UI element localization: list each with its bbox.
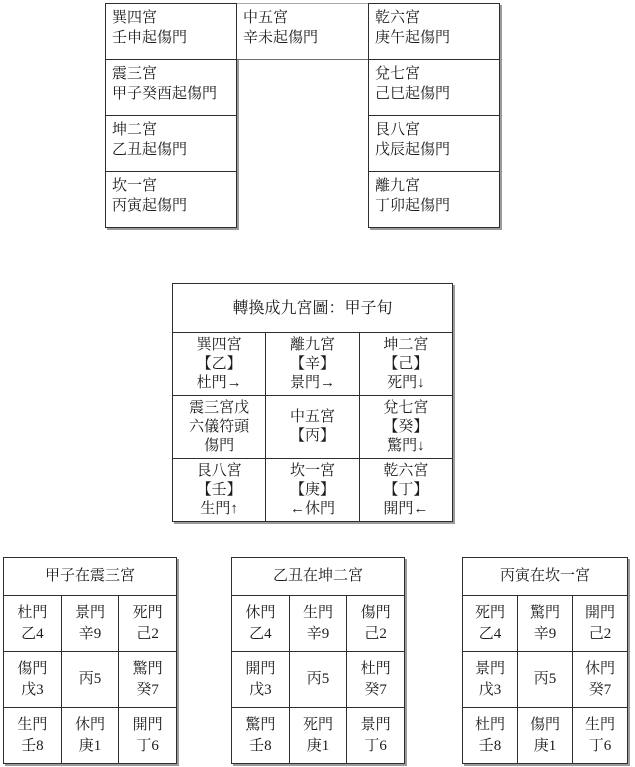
palace-name: 艮八宮 xyxy=(375,122,421,138)
gate-cell xyxy=(518,596,573,652)
gate-arrow-right: → xyxy=(226,374,242,391)
palace-name: 離九宮 xyxy=(375,178,421,194)
nine-palace-grid xyxy=(172,283,453,522)
gate-cell xyxy=(463,596,518,652)
stem-number: 丙5 xyxy=(306,671,330,687)
upper-left-palace-table xyxy=(105,3,237,228)
palace-entry: 庚午起傷門 xyxy=(375,30,451,46)
palace-stem: 【丙】 xyxy=(289,428,335,444)
gate-cell xyxy=(61,708,119,764)
stem-number: 丁6 xyxy=(136,737,159,754)
gate-name: 驚門 xyxy=(529,604,560,621)
palace-name: 坤二宮 xyxy=(383,336,429,353)
palace-name: 乾六宮 xyxy=(383,462,429,479)
gate-line xyxy=(268,500,356,519)
gate-name: 死門 xyxy=(302,716,333,733)
gate-arrow-right: ↓ xyxy=(417,437,425,454)
palace-stem: 【乙】 xyxy=(196,355,242,372)
palace-cell xyxy=(369,60,500,116)
lower-table-bingyin xyxy=(462,557,628,764)
gate-cell xyxy=(232,708,290,764)
gate-line xyxy=(175,374,263,393)
palace-entry: 壬申起傷門 xyxy=(112,30,188,46)
palace-name: 巽四宮 xyxy=(112,10,158,26)
gate-name: 杜門 xyxy=(474,716,505,733)
lower-table-title: 丙寅在坎一宮 xyxy=(463,558,628,596)
gate-line xyxy=(268,374,356,393)
stem-number: 己2 xyxy=(136,625,159,642)
palace-entry: 丁卯起傷門 xyxy=(375,198,451,214)
gate-cell xyxy=(232,652,290,708)
gate-cell xyxy=(573,708,628,764)
gate-arrow-right: ↑ xyxy=(230,500,238,517)
palace-stem: 【庚】 xyxy=(289,481,335,498)
gate-name: 生門 xyxy=(584,716,615,733)
gate-name: 傷門 xyxy=(204,437,235,454)
upper-center-palace-cell xyxy=(237,3,368,60)
gate-name: 休門 xyxy=(304,500,335,517)
gate-cell xyxy=(289,596,347,652)
palace-cell xyxy=(266,459,359,522)
palace-stem: 【壬】 xyxy=(196,481,242,498)
palace-name: 中五宮 xyxy=(289,409,335,425)
stem-number: 庚1 xyxy=(306,737,330,754)
palace-cell xyxy=(173,333,266,396)
palace-entry: 甲子癸酉起傷門 xyxy=(112,86,218,102)
stem-number: 乙4 xyxy=(249,625,272,642)
gate-name: 開門 xyxy=(132,716,163,733)
gate-cell xyxy=(573,596,628,652)
gate-line xyxy=(362,437,450,456)
gate-cell xyxy=(518,708,573,764)
stem-number: 己2 xyxy=(364,625,387,642)
gate-cell xyxy=(347,652,405,708)
stem-number: 壬8 xyxy=(478,737,502,754)
gate-name: 杜門 xyxy=(17,604,48,621)
palace-entry: 乙丑起傷門 xyxy=(112,142,188,158)
palace-stem: 【癸】 xyxy=(383,418,429,435)
gate-name: 生門 xyxy=(200,500,231,517)
palace-cell xyxy=(359,459,452,522)
stem-number: 戊3 xyxy=(249,681,272,698)
gate-cell xyxy=(463,652,518,708)
palace-cell xyxy=(173,396,266,459)
stem-number: 丁6 xyxy=(588,737,612,754)
palace-name: 中五宮 xyxy=(243,10,289,26)
palace-name: 震三宮 xyxy=(112,66,158,82)
gate-name: 死門 xyxy=(387,374,418,391)
gate-line xyxy=(175,437,263,456)
gate-line xyxy=(175,500,263,519)
stem-number: 庚1 xyxy=(78,737,102,754)
gate-cell xyxy=(119,708,177,764)
stem-number: 丙5 xyxy=(533,671,557,687)
palace-cell xyxy=(106,172,237,228)
gate-arrow-right: ← xyxy=(413,500,429,517)
palace-cell xyxy=(173,459,266,522)
gate-name: 杜門 xyxy=(360,660,391,677)
gate-arrow-left: ← xyxy=(289,500,305,517)
palace-cell xyxy=(106,60,237,116)
palace-name: 兌七宮 xyxy=(375,66,421,82)
gate-name: 驚門 xyxy=(387,437,418,454)
stem-number: 戊3 xyxy=(478,681,502,698)
gate-name: 景門 xyxy=(360,716,391,733)
gate-cell xyxy=(119,596,177,652)
palace-cell xyxy=(369,4,500,60)
gate-name: 生門 xyxy=(302,604,333,621)
gate-name: 傷門 xyxy=(17,660,48,677)
gate-name: 景門 xyxy=(474,660,505,677)
gate-name: 死門 xyxy=(132,604,163,621)
palace-entry: 戊辰起傷門 xyxy=(375,142,451,158)
stem-number: 丁6 xyxy=(364,737,387,754)
gate-name: 開門 xyxy=(383,500,414,517)
gate-name: 休門 xyxy=(584,660,615,677)
palace-name: 坤二宮 xyxy=(112,122,158,138)
stem-number: 壬8 xyxy=(21,737,44,754)
stem-number: 壬8 xyxy=(249,737,272,754)
palace-cell xyxy=(266,396,359,459)
gate-name: 驚門 xyxy=(132,660,163,677)
palace-name: 坎一宮 xyxy=(289,462,335,479)
gate-line xyxy=(362,500,450,519)
gate-name: 杜門 xyxy=(196,374,227,391)
upper-right-palace-table xyxy=(368,3,500,228)
gate-name: 開門 xyxy=(245,660,276,677)
palace-cell xyxy=(359,333,452,396)
palace-cell xyxy=(266,333,359,396)
lower-table-yichou xyxy=(231,557,405,764)
gate-cell xyxy=(289,652,347,708)
gate-name: 生門 xyxy=(17,716,48,733)
stem-number: 庚1 xyxy=(533,737,557,754)
gate-cell xyxy=(4,596,62,652)
lower-table-jiazi xyxy=(3,557,177,764)
gate-cell xyxy=(289,708,347,764)
gate-name: 傷門 xyxy=(360,604,391,621)
palace-cell xyxy=(106,116,237,172)
palace-stem: 【己】 xyxy=(383,355,429,372)
gate-line xyxy=(362,374,450,393)
palace-stem: 【丁】 xyxy=(383,481,429,498)
palace-stem: 六儀符頭 xyxy=(189,418,250,435)
palace-name: 乾六宮 xyxy=(375,10,421,26)
stem-number: 己2 xyxy=(588,625,612,642)
gate-name: 死門 xyxy=(474,604,505,621)
stem-number: 乙4 xyxy=(21,625,44,642)
palace-cell xyxy=(106,4,237,60)
gate-name: 傷門 xyxy=(529,716,560,733)
palace-name: 坎一宮 xyxy=(112,178,158,194)
gate-cell xyxy=(61,596,119,652)
palace-entry: 己巳起傷門 xyxy=(375,86,451,102)
palace-cell xyxy=(359,396,452,459)
stem-number: 癸7 xyxy=(364,681,387,698)
palace-cell xyxy=(369,116,500,172)
stem-number: 丙5 xyxy=(78,671,102,687)
palace-name: 艮八宮 xyxy=(196,462,242,479)
gate-name: 景門 xyxy=(289,374,320,391)
gate-name: 景門 xyxy=(74,604,105,621)
gate-arrow-right: ↓ xyxy=(417,374,425,391)
nine-palace-title: 轉換成九宮圖：甲子旬 xyxy=(173,284,453,333)
gate-cell xyxy=(4,652,62,708)
gate-cell xyxy=(61,652,119,708)
palace-entry: 辛未起傷門 xyxy=(243,30,319,46)
palace-name: 巽四宮 xyxy=(196,336,242,353)
stem-number: 癸7 xyxy=(588,681,612,698)
palace-name: 震三宮戊 xyxy=(189,399,250,416)
palace-name: 兌七宮 xyxy=(383,399,429,416)
gate-cell xyxy=(347,596,405,652)
stem-number: 辛9 xyxy=(533,625,557,642)
stem-number: 戊3 xyxy=(21,681,44,698)
gate-name: 開門 xyxy=(584,604,615,621)
gate-cell xyxy=(232,596,290,652)
palace-name: 離九宮 xyxy=(289,336,335,353)
stem-number: 辛9 xyxy=(306,625,330,642)
gate-name: 休門 xyxy=(245,604,276,621)
gate-cell xyxy=(518,652,573,708)
gate-cell xyxy=(4,708,62,764)
palace-cell xyxy=(369,172,500,228)
gate-cell xyxy=(347,708,405,764)
stem-number: 癸7 xyxy=(136,681,159,698)
lower-table-title: 甲子在震三宮 xyxy=(4,558,177,596)
gate-name: 休門 xyxy=(74,716,105,733)
gate-cell xyxy=(119,652,177,708)
stem-number: 辛9 xyxy=(78,625,102,642)
gate-arrow-right: → xyxy=(320,374,335,391)
palace-entry: 丙寅起傷門 xyxy=(112,198,188,214)
gate-name: 驚門 xyxy=(245,716,276,733)
lower-table-title: 乙丑在坤二宮 xyxy=(232,558,405,596)
gate-cell xyxy=(573,652,628,708)
gate-cell xyxy=(463,708,518,764)
stem-number: 乙4 xyxy=(478,625,502,642)
palace-stem: 【辛】 xyxy=(289,355,335,372)
